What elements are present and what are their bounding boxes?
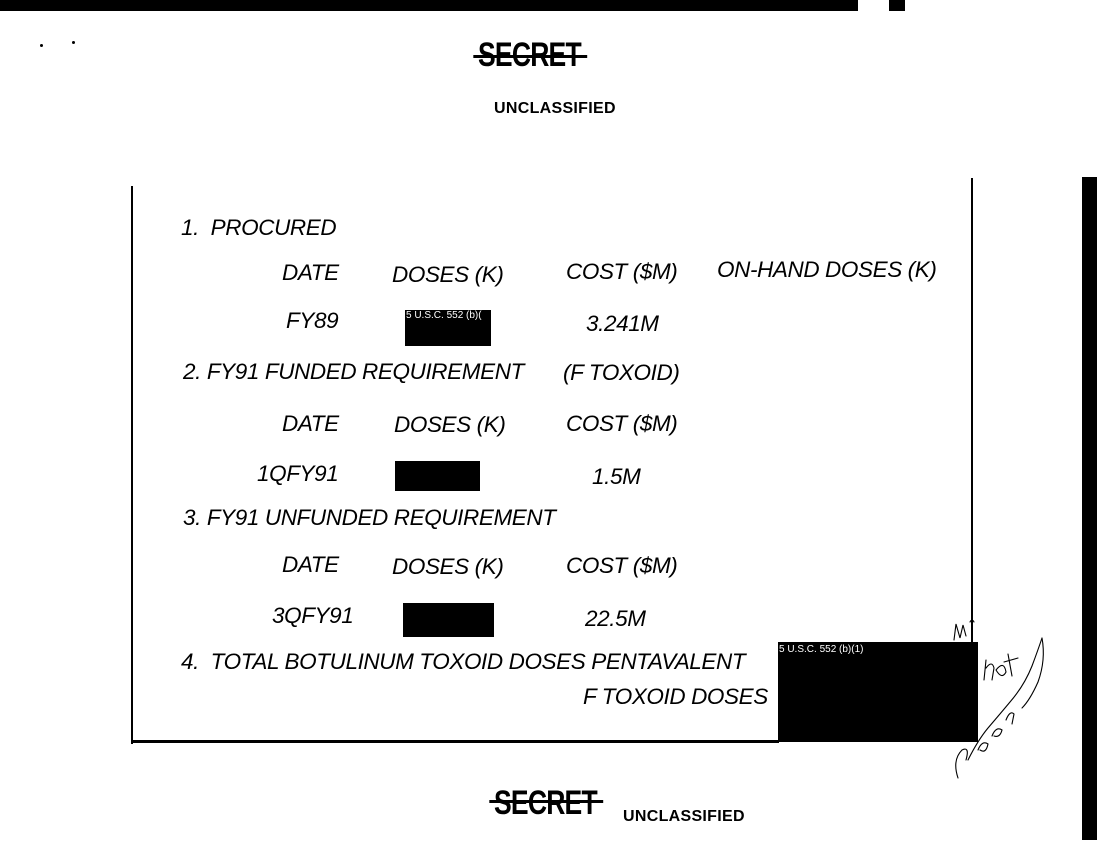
redaction-box-large: 5 U.S.C. 552 (b)(1) bbox=[778, 642, 978, 742]
redaction-box bbox=[403, 603, 494, 637]
scan-speck bbox=[72, 41, 75, 44]
section-3-title: 3. FY91 UNFUNDED REQUIREMENT bbox=[183, 505, 556, 530]
scan-border-right bbox=[1082, 177, 1097, 840]
redaction-box bbox=[395, 461, 480, 491]
scan-mark bbox=[889, 0, 905, 11]
row-date: 1QFY91 bbox=[257, 461, 339, 486]
col-header-cost: COST ($M) bbox=[566, 259, 678, 284]
box-border-right bbox=[971, 178, 973, 648]
col-header-date: DATE bbox=[282, 260, 339, 285]
section-1-title: 1. PROCURED bbox=[181, 215, 337, 240]
scan-border-top bbox=[0, 0, 858, 11]
section-4-title: 4. TOTAL BOTULINUM TOXOID DOSES PENTAVALENT bbox=[181, 649, 746, 674]
col-header-doses: DOSES (K) bbox=[392, 554, 504, 579]
row-cost: 22.5M bbox=[585, 606, 646, 631]
row-cost: 3.241M bbox=[586, 311, 659, 336]
box-border-left bbox=[131, 186, 133, 744]
row-date: FY89 bbox=[286, 308, 339, 333]
section-2-qualifier: (F TOXOID) bbox=[563, 360, 680, 385]
col-header-date: DATE bbox=[282, 411, 339, 436]
col-header-cost: COST ($M) bbox=[566, 411, 678, 436]
secret-stamp-footer: SECRET bbox=[494, 786, 597, 820]
handwritten-annotation bbox=[948, 610, 1058, 785]
row-date: 3QFY91 bbox=[272, 603, 354, 628]
classification-header: UNCLASSIFIED bbox=[494, 100, 616, 117]
classification-footer: UNCLASSIFIED bbox=[623, 808, 745, 825]
section-2-title: 2. FY91 FUNDED REQUIREMENT bbox=[183, 359, 524, 384]
redaction-box: 5 U.S.C. 552 (b)( bbox=[405, 310, 491, 346]
col-header-onhand: ON-HAND DOSES (K) bbox=[717, 257, 937, 282]
section-4-line2: F TOXOID DOSES bbox=[583, 684, 768, 709]
row-cost: 1.5M bbox=[592, 464, 641, 489]
box-border-bottom bbox=[131, 740, 779, 743]
col-header-cost: COST ($M) bbox=[566, 553, 678, 578]
col-header-date: DATE bbox=[282, 552, 339, 577]
scan-speck bbox=[40, 44, 43, 47]
col-header-doses: DOSES (K) bbox=[394, 412, 506, 437]
secret-stamp-header: SECRET bbox=[478, 38, 581, 72]
col-header-doses: DOSES (K) bbox=[392, 262, 504, 287]
